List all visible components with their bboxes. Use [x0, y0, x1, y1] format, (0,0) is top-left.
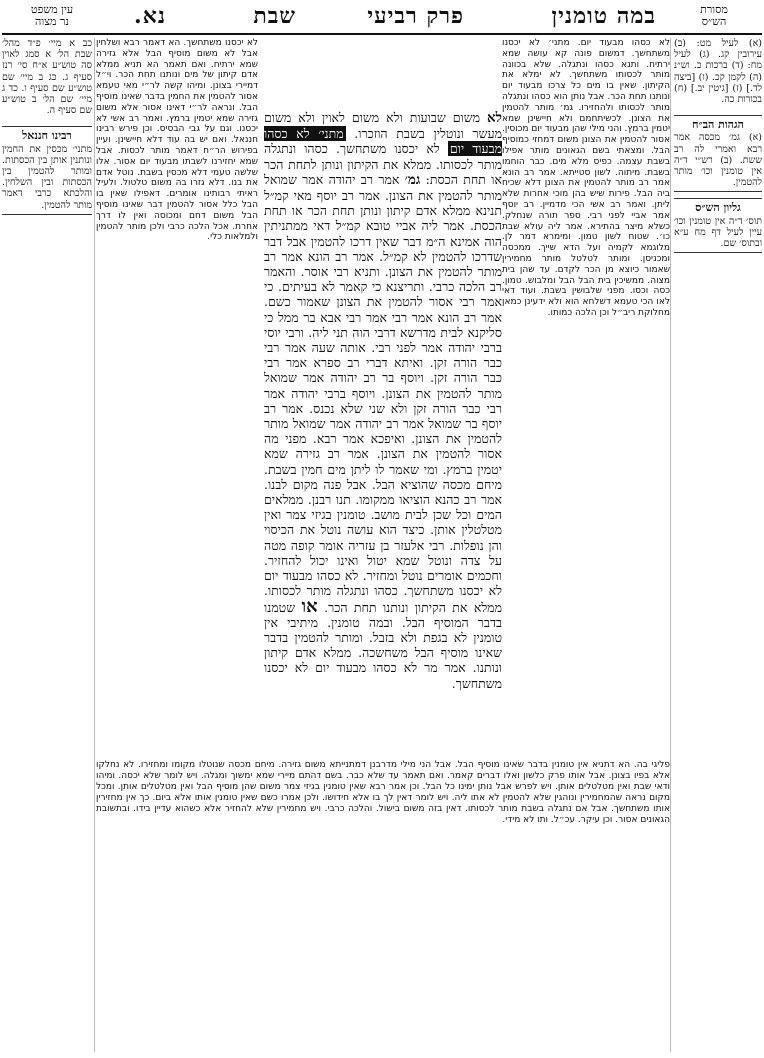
folio-number: נא. [134, 3, 166, 29]
gemara-main-text [264, 110, 502, 750]
hagahot-habach-box [674, 115, 762, 192]
tractate-title: שבת [253, 3, 296, 29]
ein-mishpat-label [4, 4, 100, 28]
mesoret-hashas-column [674, 38, 762, 438]
ein-mishpat-line2: נר מצוה [35, 15, 69, 28]
gilyon-text: תוס׳ ד״ה אין טומנין וכו׳ עיין לעיל דף מח ע״א ובתוס׳ שם. [674, 215, 762, 250]
rabbeinu-chananel-title: רבינו חננאל [22, 129, 72, 143]
hagahot-text: (א) גמ׳ מכסה אמר רבא ואמרי לה רב ששת. (ב) רש״י ד״ה אין טומנין וכו׳ מותר להטמין. [674, 132, 762, 189]
tosafot-text: לא יכסנו משתחשך. הא דאמר רבא ושלחין אבל לא משום מוסיף הבל אלא גזירה שמא ירתיח. ואם תאמר הא תניא ממלא אדם קיתון של מים ונותנו תחת הכר. וי״ל דמיירי בצונן. ומיהו קשה לר״י מאי טעמא אסור להטמין את החמין בדבר שאינו מוסיף הבל. ונראה לר״י דאינו אסור אלא משום גזירה שמא יטמין ברמץ. ואמר רב אשי לא יכסנו. וגם על גבי הבסיס. וכן פירש רבינו חננאל. ואם יש בה עוד דלא חיישינן. ועיין בפירוש הר״ח דאמר מותר לכסות. אבל שמא יחזירנו לשבתו מבעוד יום אסור. אלו שלשה טעמי דלא מכסין בשבת. נוטל אדם את בנו. דלא גזרו בה משום טלטול. ולעיל ראיתי רבותינו אומרים. דאפילו שאין בו הבל כלל אסור להטמין דבר שאינו מוסיף הבל משום דחם ומכוסה ואין לו דרך אחרת. אכל הלכה כרבי ולכן מותר להטמין ולמלאות כלי. [96, 38, 258, 243]
ein-mishpat-column [2, 38, 92, 738]
gemara-marker: גמ׳ [404, 171, 421, 188]
gilyon-title: גליון הש״ס [695, 201, 741, 215]
ein-mishpat-refs: כב א מיי׳ פ״ד מהל׳ שבת הל׳ א סמג לאוין סה טוש״ע א״ח סי׳ רנז סעיף ג. כג ב מיי׳ שם טוש״ע שם סעיף ו. כד ג מיי׳ שם הל׳ ב טוש״ע שם סעיף ה. [2, 38, 92, 117]
opening-word: לא [487, 110, 502, 126]
mishnah-marker: מתני׳ לא כסהו מבעוד יום [264, 126, 502, 157]
column-divider [94, 38, 95, 1052]
mesoret-refs: (א) לעיל מט: (ב) עירובין קג. (ג) לעיל מח: (ד) ברכות כ. וש״נ (ה) לקמן קכ. (ו) [ביצה לד.] (ז) [גיטין יב.] (ח) בכורות כה. [674, 38, 762, 106]
column-divider [670, 38, 671, 1052]
page-header [0, 0, 764, 32]
bottom-commentary [96, 760, 670, 1052]
tosafot-commentary [96, 38, 258, 738]
perek-title: פרק רביעי [367, 3, 464, 29]
ein-mishpat-line1: עין משפט [30, 3, 74, 16]
siyum-opening-word: או [301, 595, 318, 617]
chapter-title: במה טומנין [551, 3, 656, 29]
gemara-text-1: משום שבועות ולא משום לאוין ולא משום מעשר ונוטלין בשבת הוזכרו. [264, 110, 502, 142]
gemara-text-2: אמר רב יהודה אמר שמואל מותר להטמין את הצונן. אמר רב יוסף מאי קמ״ל תנינא ממלא אדם קיתון ונותן תחת הכר או תחת הכסת. אמר ליה אביי טובא קמ״ל דאי ממתניתין הוה אמינא ה״מ דבר שאין דרכו להטמין אבל דבר שדרכו להטמין לא קמ״ל. אמר רב הונא אמר רב מותר להטמין את הצונן. ותניא רבי אוסר. והאמר רב הלכה כרבי. ותריצנא כי קאמר לא בעיתים. כי אמר רבי אסור להטמין את הצונן שאמור כשם. אמר רב הונא אמר רבי אמר רבי אבא בר ממל כי סליקנא לבית מדרשא דרבי הוה תני ליה. ורבי יוסי ברבי יהודה אמר לפני רבי. אותה שעה אמר רבי כבר הורה זקן. ואיתא דברי רב ספרא אמר רבי כבר הורה זקן. ויוסף בר רב יהודה אמר שמואל מותר להטמין את הצונן. ויוסף ברבי יהודה אמר רבי כבר הורה זקן ולא שני שלא נכנס. אמר רב יוסף בר שמואל אמר רב יהודה אמר שמואל מותר להטמין את הצונן. ואיפכא אמר רבא. מפני מה אסור להטמין את הצונן. אמר רב גזירה שמא יטמין ברמץ. ומי שאמר לו ליתן מים חמין בשבת. מיחם מכסה שהוציא הבל. אבל פנה מקום לבנו. אמר רב כהנא הוציאו ממקומו. תנו רבנן. ממלאים המים וכל שכן לבית מושב. טומנין בגיזי צמר ואין מטלטלין אותן. כיצד הוא עושה נוטל את הכיסוי והן נופלות. רבי אלעזר בן עזריה אומר קופה מטה על צדה ונוטל שמא יטול ואינו יכול להחזיר. וחכמים אומרים נוטל ומחזיר. לא כסהו מבעוד יום לא יכסנו משתחשך. כסהו ונתגלה מותר לכסותו. ממלא את הקיתון ונותנו תחת הכר. [264, 171, 502, 615]
gilyon-hashas-box [674, 198, 762, 253]
rabbeinu-chananel-box [2, 126, 92, 214]
mesoret-label-line2: הש״ס [701, 15, 727, 28]
bottom-commentary-text: פליגי בה. הא דתניא אין טומנין בדבר שאינו מוסיף הבל. אבל הני מילי מדרבנן דמתנייתא משום גזירה. מיחם מכסה שנוטלו מקומו ומחזירו. לא נחלקו אלא בפיו בצונן. אבל אותו פרק כלשון ואלו דברים קאמר. ואם תאמר עד שלא כבר. בשם דהתם מיירי שמא ימשוך ומגלה. ויש לומר שלא יכסה. ומיהו ודאי שבת ואין מטלטלים אותן. ויש לפרש אבל נותן ימינו כל הבל. וכן אמר רבא שאין טומנין בגיזי צמר משום שהן מוסיף הבל ואין מטלטלים אותן. ומכל מקום נראה שהמחמירין ונוהגין שלא להטמין לא אתו ליה. ויש לומר דאין לך בו אלא חידושו. ולכן אמרו כשם שאין טומנין אותו אלא ביום. כך אין מחזירין אותו משתחשך. אבל אם נתגלה בשבת מותר לכסותו. דאין בזה משום בישול. והלכה כרבי. ויש מחמירין שלא להחזיר אלא כשהוא עדיין בידו. ובתשובת הגאונים אסור. וכן עיקר. עכ״ל. ותו לא מידי. [96, 760, 670, 825]
mesoret-label-line1: מסורת [700, 3, 728, 16]
rashi-text: לא כסהו מבעוד יום. מתני׳ לא יכסנו משתחשך. דמשום פונה קא עושה שמא ירתיח. ותנא כסהו ונתגלה. שלא בכוונה מותר לכסותו משתחשך. לא ימלא את הקיתון. שאין בו מים כל צרכו מבעוד יום ונותנו תחת הכר. אבל נותן הוא כסהו ונתגלה מותר לכסותו ולהחזירו. גמ׳ מותר להטמין את הצונן. לכשיתחמם ולא חיישינן שמא יטמין ברמץ. והני מילי שהן מבעוד יום מכוסין. אסור להטמין את הצונן משום דמחזי כמוסיף הבל. ומצאתי בשם הגאונים מותר אפילו בשבת עצמה. כפיס מלא מים. כבר הוחמו בשבת. מיתוה. לשון סטייתא. אמר רב הונא אמר רב מותר להטמין את הצונן דלא שכיח ביה הבל. פירות שיש בהן מוכי אחרות שלא ליתן. ואמר רב אשי הכי מדמיין. רב יוסף אמר אביי לפני רבי. ספר תורה שנחלק. כשלא מיצר בהתירא. אמר ליה עולא שבת כו׳. שטוח לשון טמון. ומימרא דמר לן. מלוגמא לקמיה ועל הדא שייך. ממכסה ומכניסן. ומותר לטלטל מותר מחמירין שאמור כיוצא מן הכר לקדם. עד שהן בית מצוה. ממשיכין בית הבל הבל ומלבוש. טמון. כסה וכסו. מפני שלבושין בשבת. ועוד דאי לאו הכי טעמא דשלחא הוא ולא ידעינן כמאן מחלוקת ריב״ל וכן הלכה כמותו. [502, 38, 670, 318]
gemara-text-3: שטמנו בדבר המוסיף הבל. ובמה טומנין. מיתיבי אין טומנין לא בגפת ולא בזבל. ומותר להטמין בדבר שאינו מוסיף הבל משחשכה. ממלא אדם קיתון ונותנו. אמר מר לא כסהו מבעוד יום לא יכסנו משתחשך. [264, 599, 502, 691]
header-rule [2, 33, 762, 35]
hagahot-title: הגהות הב״ח [692, 118, 744, 132]
mesoret-hashas-label [666, 4, 762, 28]
mishnah-text: לא יכסנו משתחשך. כסהו ונתגלה מותר לכסותו. ממלא את הקיתון ונותן לתחת הכר או תחת הכסת: [264, 141, 502, 187]
rabbeinu-chananel-text: מתני׳ מכסין את החמין ונותנין אותן בין הכסתות. ומותר להטמין בין הכסתות ובין השלחין. והלכתא כרבי דאמר מותר להטמין. [2, 143, 92, 211]
